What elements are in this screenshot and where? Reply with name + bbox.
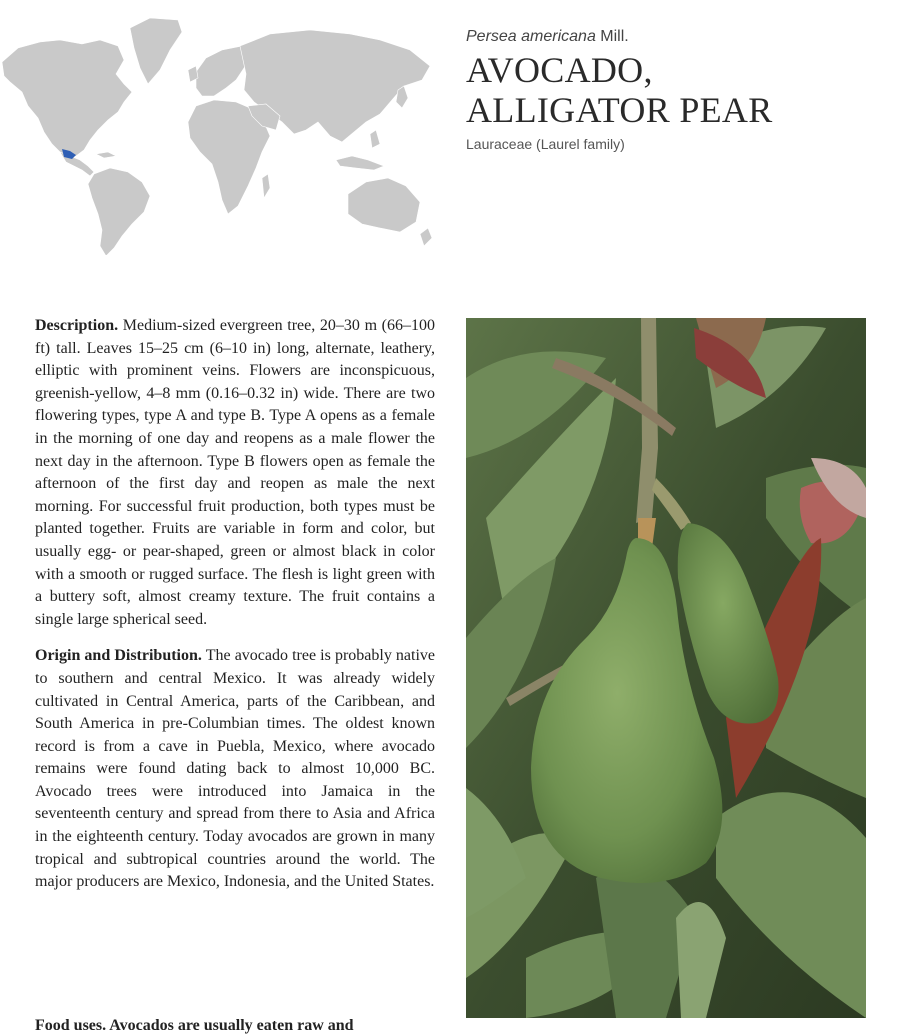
title-line-2: ALLIGATOR PEAR bbox=[466, 90, 773, 130]
origin-paragraph bbox=[35, 645, 435, 894]
map-philippines bbox=[370, 130, 380, 148]
food-uses-cutoff: Food uses. Avocados are usually eaten raw and bbox=[35, 1017, 354, 1034]
map-caribbean bbox=[96, 152, 116, 158]
distribution-map bbox=[0, 10, 440, 255]
title-line-1: AVOCADO, bbox=[466, 50, 653, 90]
scientific-name-line bbox=[466, 28, 896, 46]
species-header bbox=[466, 28, 896, 152]
map-new-zealand bbox=[420, 228, 432, 246]
map-greenland bbox=[130, 18, 182, 84]
map-north-america bbox=[2, 40, 132, 158]
description-heading: Description. bbox=[35, 317, 119, 334]
map-indonesia bbox=[336, 156, 384, 170]
scientific-name: Persea americana bbox=[466, 28, 596, 45]
origin-body: The avocado tree is probably native to southern and central Mexico. It was already widely cultivated in Central America, parts of the Caribbean, and South America in pre-Columbian times. The oldest known record is from a cave in Puebla, Mexico, where avocado remains were found dating back to almost 10,000 BC. Avocado trees were introduced into Jamaica in the seventeenth century and spread from there to Asia and Africa in the eighteenth century. Today avocados are grown in many tropical and subtropical countries around the world. The major producers are Mexico, Indonesia, and the United States. bbox=[35, 647, 436, 891]
plant-family: Lauraceae (Laurel family) bbox=[466, 136, 625, 152]
map-south-america bbox=[88, 168, 150, 255]
avocado-photo bbox=[466, 318, 866, 1018]
map-madagascar bbox=[262, 174, 270, 198]
origin-heading: Origin and Distribution. bbox=[35, 647, 202, 665]
page-title bbox=[466, 50, 896, 130]
author-abbrev: Mill. bbox=[600, 28, 629, 45]
body-text bbox=[35, 315, 435, 908]
description-paragraph bbox=[35, 315, 435, 631]
map-australia bbox=[348, 178, 420, 232]
description-body: Medium-sized evergreen tree, 20–30 m (66–100 ft) tall. Leaves 15–25 cm (6–10 in) long, alternate, leathery, elliptic with prominent veins. Flowers are inconspicuous, greenish-yellow, 4–8 mm (0.16–0.32 in) wide. There are two flowering types, type A and type B. Type A opens as a female in the morning of one day and reopens as a male flower the next day in the afternoon. Type B flowers open as female the afternoon of the first day and reopen as male the next morning. For successful fruit production, both types must be planted together. Fruits are variable in form and color, but usually egg- or pear-shaped, green or almost black in color with a smooth or rugged surface. The flesh is light green with a buttery soft, almost creamy texture. The fruit contains a single large spherical seed. bbox=[35, 317, 435, 628]
